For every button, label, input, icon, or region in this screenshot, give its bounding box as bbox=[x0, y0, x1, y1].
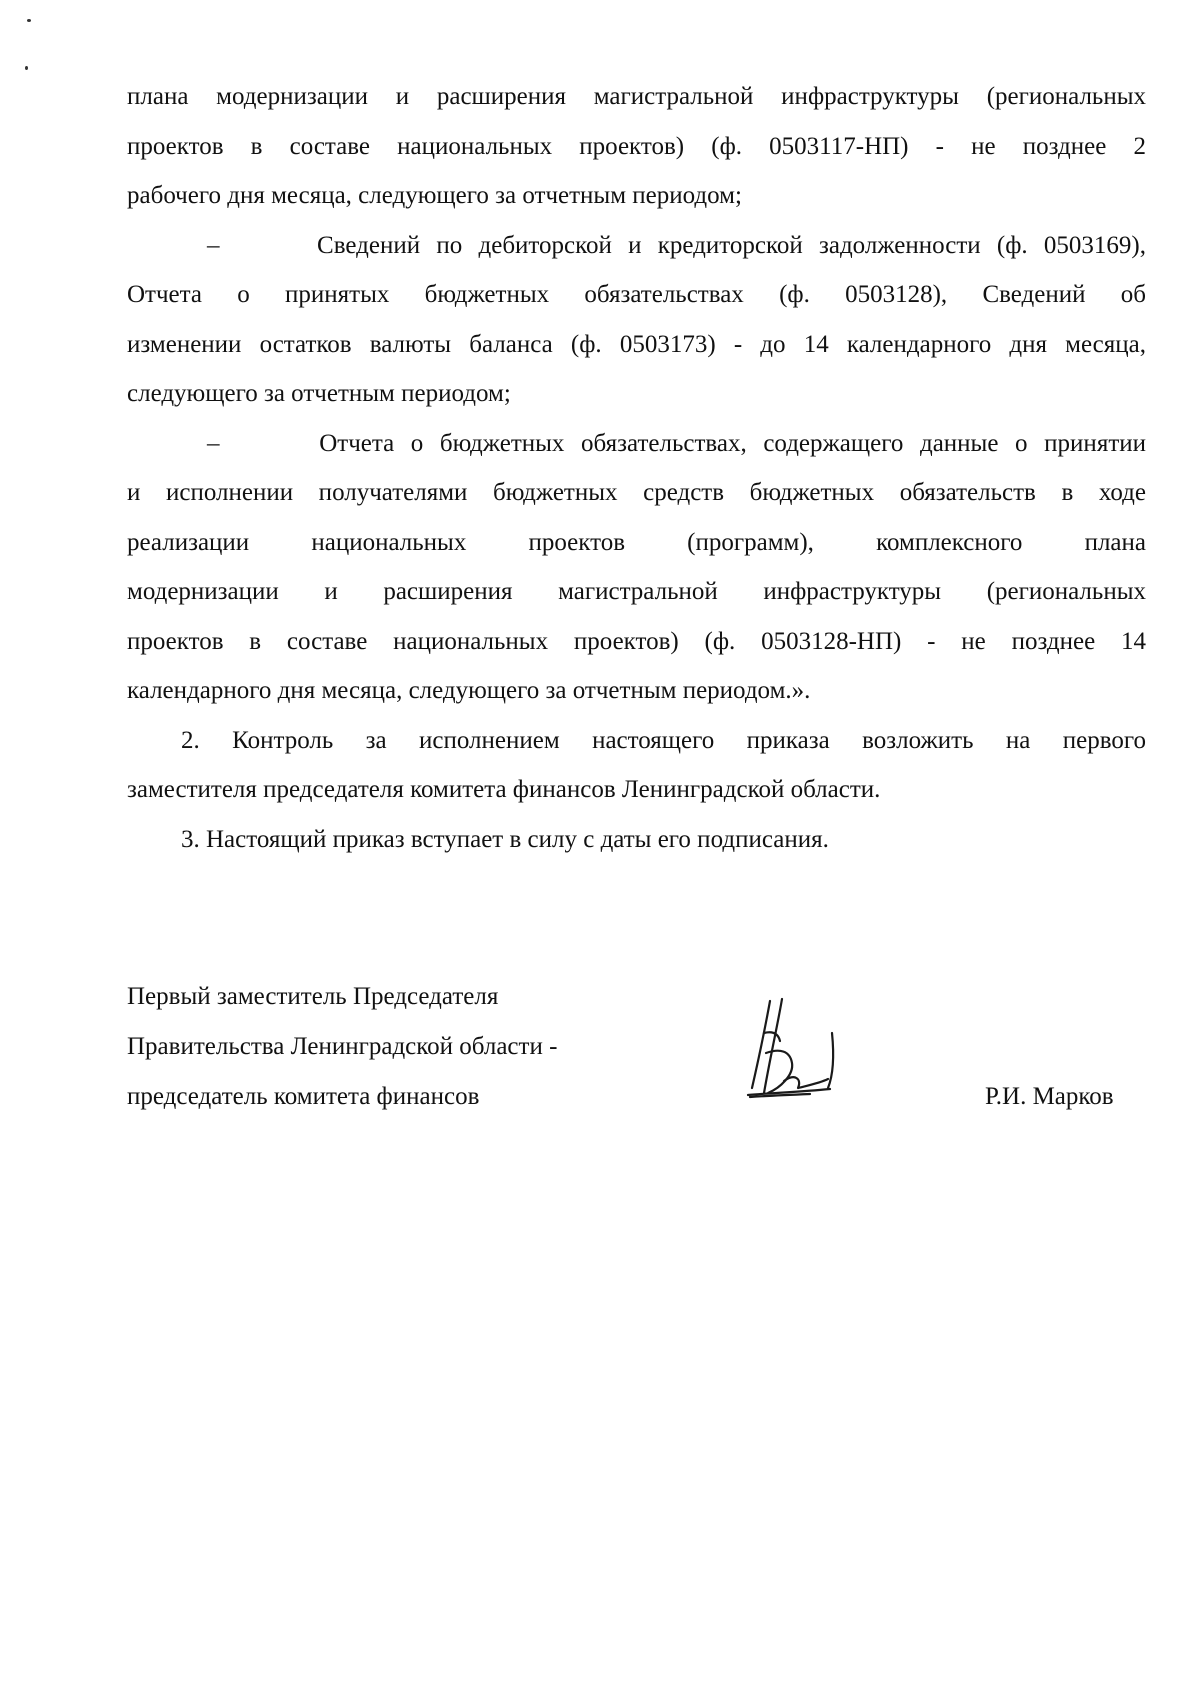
document-body bbox=[127, 72, 1146, 864]
text-line: Отчета о принятых бюджетных обязательствах (ф. 0503128), Сведений об bbox=[127, 281, 1146, 308]
text-line: проектов в составе национальных проектов) (ф. 0503117-НП) - не позднее 2 bbox=[127, 132, 1146, 160]
text-line: – Отчета о бюджетных обязательствах, содержащего данные о принятии bbox=[207, 429, 1146, 457]
signer-position-line: председатель комитета финансов bbox=[127, 1083, 480, 1110]
text-line: 3. Настоящий приказ вступает в силу с даты его подписания. bbox=[181, 825, 829, 853]
text-line: заместителя председателя комитета финансов Ленинградской области. bbox=[127, 776, 881, 803]
text-line: изменении остатков валюты баланса (ф. 0503173) - до 14 календарного дня месяца, bbox=[127, 330, 1146, 358]
text-line: проектов в составе национальных проектов) (ф. 0503128-НП) - не позднее 14 bbox=[127, 627, 1146, 655]
dash-list-item bbox=[127, 419, 1146, 716]
handwritten-signature bbox=[740, 993, 850, 1108]
text-line: – Сведений по дебиторской и кредиторской задолженности (ф. 0503169), bbox=[207, 231, 1146, 259]
signer-position-line: Первый заместитель Председателя bbox=[127, 983, 499, 1010]
numbered-item bbox=[127, 815, 1146, 865]
text-line: модернизации и расширения магистральной инфраструктуры (региональных bbox=[127, 578, 1146, 605]
text-line: календарного дня месяца, следующего за отчетным периодом.». bbox=[127, 677, 811, 704]
text-line: рабочего дня месяца, следующего за отчетным периодом; bbox=[127, 182, 742, 209]
text-line: следующего за отчетным периодом; bbox=[127, 380, 511, 407]
scan-speck bbox=[25, 66, 28, 70]
scan-speck bbox=[27, 19, 31, 22]
signer-position-line: Правительства Ленинградской области - bbox=[127, 1033, 558, 1060]
paragraph-continuation bbox=[127, 72, 1146, 221]
text-line: 2. Контроль за исполнением настоящего приказа возложить на первого bbox=[181, 726, 1146, 754]
dash-list-item bbox=[127, 221, 1146, 419]
signer-name: Р.И. Марков bbox=[985, 1083, 1114, 1110]
signer-position bbox=[127, 972, 557, 1122]
numbered-item bbox=[127, 716, 1146, 815]
text-line: и исполнении получателями бюджетных средств бюджетных обязательств в ходе bbox=[127, 479, 1146, 506]
text-line: плана модернизации и расширения магистральной инфраструктуры (региональных bbox=[127, 83, 1146, 110]
text-line: реализации национальных проектов (программ), комплексного плана bbox=[127, 528, 1146, 556]
